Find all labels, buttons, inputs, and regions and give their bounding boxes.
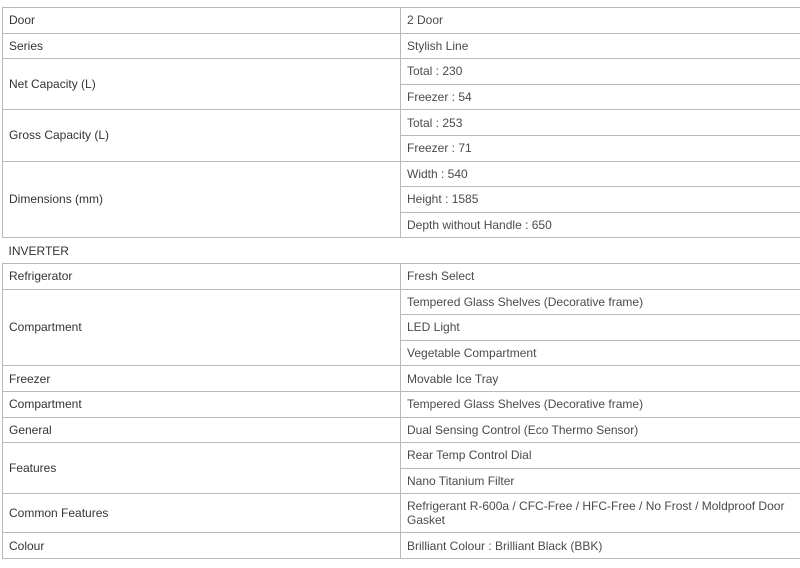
row-value: Freezer : 71 <box>401 135 800 161</box>
row-value: Refrigerant R-600a / CFC-Free / HFC-Free / No Frost / Moldproof Door Gasket <box>401 494 800 533</box>
row-value: LED Light <box>401 315 800 341</box>
row-label: Features <box>3 443 401 494</box>
row-label: Colour <box>3 533 401 559</box>
row-value: Stylish Line <box>401 33 800 59</box>
table-row <box>3 33 800 59</box>
table-row <box>3 289 800 315</box>
row-value: Nano Titanium Filter <box>401 468 800 494</box>
row-value: Vegetable Compartment <box>401 340 800 366</box>
table-row <box>3 59 800 85</box>
row-label: Net Capacity (L) <box>3 59 401 110</box>
table-row <box>3 110 800 136</box>
spec-table <box>2 7 800 559</box>
row-value: Brilliant Colour : Brilliant Black (BBK) <box>401 533 800 559</box>
row-label: Common Features <box>3 494 401 533</box>
row-label: Refrigerator <box>3 263 401 289</box>
row-value: Total : 253 <box>401 110 800 136</box>
row-label: Freezer <box>3 366 401 392</box>
row-label: Compartment <box>3 289 401 366</box>
table-row <box>3 443 800 469</box>
table-row <box>3 161 800 187</box>
table-row <box>3 366 800 392</box>
row-value: Fresh Select <box>401 263 800 289</box>
row-value: Depth without Handle : 650 <box>401 212 800 238</box>
row-value: Total : 230 <box>401 59 800 85</box>
row-value: Movable Ice Tray <box>401 366 800 392</box>
section-row <box>3 238 800 264</box>
row-label: Series <box>3 33 401 59</box>
row-value: Rear Temp Control Dial <box>401 443 800 469</box>
row-label: General <box>3 417 401 443</box>
table-row <box>3 494 800 533</box>
row-label: Gross Capacity (L) <box>3 110 401 161</box>
table-row <box>3 391 800 417</box>
row-value: Height : 1585 <box>401 187 800 213</box>
row-value: Tempered Glass Shelves (Decorative frame) <box>401 391 800 417</box>
table-row <box>3 417 800 443</box>
row-value: 2 Door <box>401 8 800 34</box>
table-row <box>3 8 800 34</box>
section-heading: INVERTER <box>3 238 800 264</box>
row-label: Compartment <box>3 391 401 417</box>
row-value: Tempered Glass Shelves (Decorative frame) <box>401 289 800 315</box>
row-value: Dual Sensing Control (Eco Thermo Sensor) <box>401 417 800 443</box>
row-label: Door <box>3 8 401 34</box>
row-value: Freezer : 54 <box>401 84 800 110</box>
table-row <box>3 263 800 289</box>
table-row <box>3 533 800 559</box>
row-value: Width : 540 <box>401 161 800 187</box>
row-label: Dimensions (mm) <box>3 161 401 238</box>
